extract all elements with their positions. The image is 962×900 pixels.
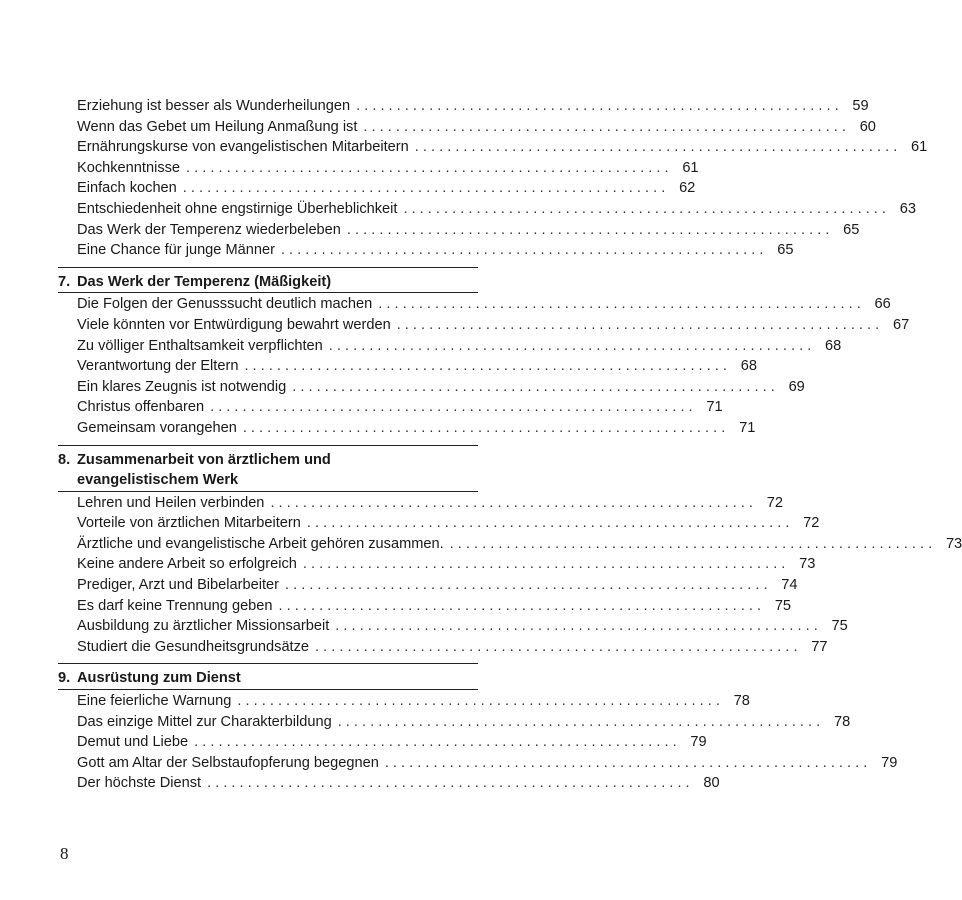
chapter-heading bbox=[58, 272, 478, 293]
toc-entry bbox=[58, 377, 805, 398]
toc-entry-page: 80 bbox=[703, 775, 720, 792]
chapter-heading-block bbox=[58, 668, 478, 690]
toc-entry-title: Eine Chance für junge Männer bbox=[77, 242, 275, 259]
toc-entry-title: Keine andere Arbeit so erfolgreich bbox=[77, 556, 297, 573]
toc-entry bbox=[58, 575, 798, 596]
toc-entry bbox=[58, 199, 916, 220]
toc-entry-page: 61 bbox=[682, 159, 699, 176]
toc-entry-title: Gott am Altar der Selbstaufopferung begegnen bbox=[77, 754, 379, 771]
intro-entries bbox=[58, 96, 928, 261]
dot-leader bbox=[243, 418, 726, 439]
toc-entry-title: Das Werk der Temperenz wiederbeleben bbox=[77, 221, 341, 238]
toc-entry-page: 79 bbox=[881, 754, 898, 771]
toc-entry-page: 74 bbox=[781, 577, 798, 594]
toc-entry-page: 78 bbox=[733, 693, 750, 710]
toc-entry bbox=[58, 637, 828, 658]
chapter-7 bbox=[58, 267, 910, 439]
dot-leader bbox=[450, 534, 933, 555]
dot-leader bbox=[292, 377, 775, 398]
toc-entry-page: 66 bbox=[874, 296, 891, 313]
chapter-title-wrap bbox=[77, 450, 331, 491]
toc-entry-page: 72 bbox=[766, 494, 783, 511]
toc-entry-title: Ernährungskurse von evangelistischen Mitarbeitern bbox=[77, 139, 409, 156]
toc-entry bbox=[58, 137, 928, 158]
chapter-title: Das Werk der Temperenz (Mäßigkeit) bbox=[77, 273, 332, 290]
dot-leader bbox=[194, 732, 677, 753]
toc-entry-page: 78 bbox=[833, 713, 851, 730]
toc-entry bbox=[58, 418, 756, 439]
table-of-contents bbox=[58, 96, 962, 794]
toc-entry-title: Ärztliche und evangelistische Arbeit gehören zusammen. bbox=[77, 535, 444, 552]
toc-entry-title: Eine feierliche Warnung bbox=[77, 693, 232, 710]
toc-entry-title: Studiert die Gesundheitsgrundsätze bbox=[77, 638, 310, 655]
chapter-number: 8. bbox=[58, 451, 71, 468]
dot-leader bbox=[315, 637, 798, 658]
chapter-8 bbox=[58, 445, 962, 658]
toc-entry bbox=[58, 397, 723, 418]
toc-entry bbox=[58, 513, 820, 534]
chapter-heading bbox=[58, 450, 478, 491]
toc-entry-page: 65 bbox=[843, 221, 860, 238]
toc-entry-page: 71 bbox=[706, 399, 723, 416]
toc-entry-page: 61 bbox=[911, 139, 928, 156]
chapter-title-line2: evangelistischem Werk bbox=[77, 472, 239, 489]
toc-entry bbox=[58, 753, 898, 774]
page-number: 8 bbox=[60, 844, 69, 863]
toc-entry-page: 68 bbox=[825, 337, 842, 354]
toc-entry-title: Erziehung ist besser als Wunderheilungen bbox=[77, 98, 351, 114]
chapter-heading bbox=[58, 668, 478, 689]
dot-leader bbox=[356, 96, 839, 117]
toc-entry-title: Einfach kochen bbox=[77, 180, 177, 197]
chapter-number: 9. bbox=[58, 670, 71, 687]
toc-entry-title: Ausbildung zu ärztlicher Missionsarbeit bbox=[77, 618, 330, 635]
toc-entry bbox=[58, 732, 707, 753]
toc-entry-title: Ein klares Zeugnis ist notwendig bbox=[77, 378, 287, 395]
toc-entry bbox=[58, 712, 851, 733]
dot-leader bbox=[385, 753, 868, 774]
toc-entry bbox=[58, 96, 869, 117]
dot-leader bbox=[281, 240, 764, 261]
toc-entry bbox=[58, 294, 891, 315]
chapter-heading-block bbox=[58, 272, 478, 294]
toc-entry bbox=[58, 356, 757, 377]
toc-entry bbox=[58, 616, 848, 637]
toc-entry-title: Der höchste Dienst bbox=[77, 775, 202, 792]
toc-entry bbox=[58, 554, 816, 575]
toc-entry bbox=[58, 117, 876, 138]
toc-entry bbox=[58, 240, 794, 261]
toc-entry bbox=[58, 336, 842, 357]
dot-leader bbox=[335, 616, 818, 637]
toc-entry-page: 73 bbox=[799, 556, 816, 573]
toc-entry-page: 79 bbox=[690, 734, 707, 751]
toc-entry-title: Kochkenntnisse bbox=[77, 159, 181, 176]
toc-entry-page: 67 bbox=[892, 316, 910, 333]
dot-leader bbox=[186, 158, 669, 179]
dot-leader bbox=[403, 199, 886, 220]
toc-entry-title: Verantwortung der Eltern bbox=[77, 358, 239, 375]
toc-entry-page: 62 bbox=[679, 180, 696, 197]
toc-entry-title: Entschiedenheit ohne engstirnige Überheblichkeit bbox=[77, 200, 398, 217]
dot-leader bbox=[363, 117, 846, 138]
dot-leader bbox=[307, 513, 790, 534]
dot-leader bbox=[378, 294, 861, 315]
dot-leader bbox=[338, 712, 821, 733]
toc-entry-page: 69 bbox=[788, 378, 805, 395]
toc-entry bbox=[58, 596, 792, 617]
toc-entry-page: 59 bbox=[852, 98, 869, 114]
dot-leader bbox=[279, 596, 762, 617]
dot-leader bbox=[329, 336, 812, 357]
toc-entry-title: Prediger, Arzt und Bibelarbeiter bbox=[77, 577, 279, 594]
dot-leader bbox=[303, 554, 786, 575]
toc-entry-title: Lehren und Heilen verbinden bbox=[77, 494, 265, 511]
toc-entry-title: Vorteile von ärztlichen Mitarbeitern bbox=[77, 515, 301, 532]
toc-entry-page: 60 bbox=[859, 118, 876, 135]
chapter-9 bbox=[58, 663, 898, 794]
toc-entry-page: 63 bbox=[899, 200, 916, 217]
chapter-heading-block bbox=[58, 450, 478, 492]
chapter-title: Ausrüstung zum Dienst bbox=[77, 670, 241, 687]
toc-entry-title: Demut und Liebe bbox=[77, 734, 189, 751]
toc-entry-title: Das einzige Mittel zur Charakterbildung bbox=[77, 713, 332, 730]
dot-leader bbox=[210, 397, 693, 418]
chapter-number: 7. bbox=[58, 273, 71, 290]
chapter-title: Zusammenarbeit von ärztlichem und bbox=[77, 451, 331, 468]
toc-entry bbox=[58, 493, 783, 514]
toc-entry-title: Es darf keine Trennung geben bbox=[77, 597, 273, 614]
toc-entry-title: Christus offenbaren bbox=[77, 399, 205, 416]
dot-leader bbox=[207, 773, 690, 794]
toc-entry bbox=[58, 691, 750, 712]
toc-entry-title: Viele könnten vor Entwürdigung bewahrt werden bbox=[77, 316, 391, 333]
toc-entry-page: 73 bbox=[945, 535, 962, 552]
toc-entry bbox=[58, 220, 860, 241]
dot-leader bbox=[415, 137, 898, 158]
dot-leader bbox=[270, 493, 753, 514]
toc-entry bbox=[58, 534, 962, 555]
toc-entry-page: 68 bbox=[740, 358, 757, 375]
toc-entry bbox=[58, 773, 720, 794]
dot-leader bbox=[237, 691, 720, 712]
toc-entry-title: Zu völliger Enthaltsamkeit verpflichten bbox=[77, 337, 323, 354]
toc-entry-page: 72 bbox=[803, 515, 820, 532]
dot-leader bbox=[183, 178, 666, 199]
toc-entry-page: 75 bbox=[774, 597, 792, 614]
toc-entry bbox=[58, 158, 699, 179]
toc-entry-page: 75 bbox=[831, 618, 848, 635]
toc-entry-page: 77 bbox=[811, 638, 828, 655]
toc-entry bbox=[58, 315, 910, 336]
toc-entry-page: 65 bbox=[777, 242, 794, 259]
dot-leader bbox=[397, 315, 880, 336]
dot-leader bbox=[285, 575, 768, 596]
toc-entry-title: Die Folgen der Genusssucht deutlich machen bbox=[77, 296, 373, 313]
dot-leader bbox=[244, 356, 727, 377]
toc-entry-page: 71 bbox=[739, 419, 756, 436]
dot-leader bbox=[347, 220, 830, 241]
toc-entry-title: Gemeinsam vorangehen bbox=[77, 419, 237, 436]
toc-entry-title: Wenn das Gebet um Heilung Anmaßung ist bbox=[77, 118, 358, 135]
toc-entry bbox=[58, 178, 696, 199]
